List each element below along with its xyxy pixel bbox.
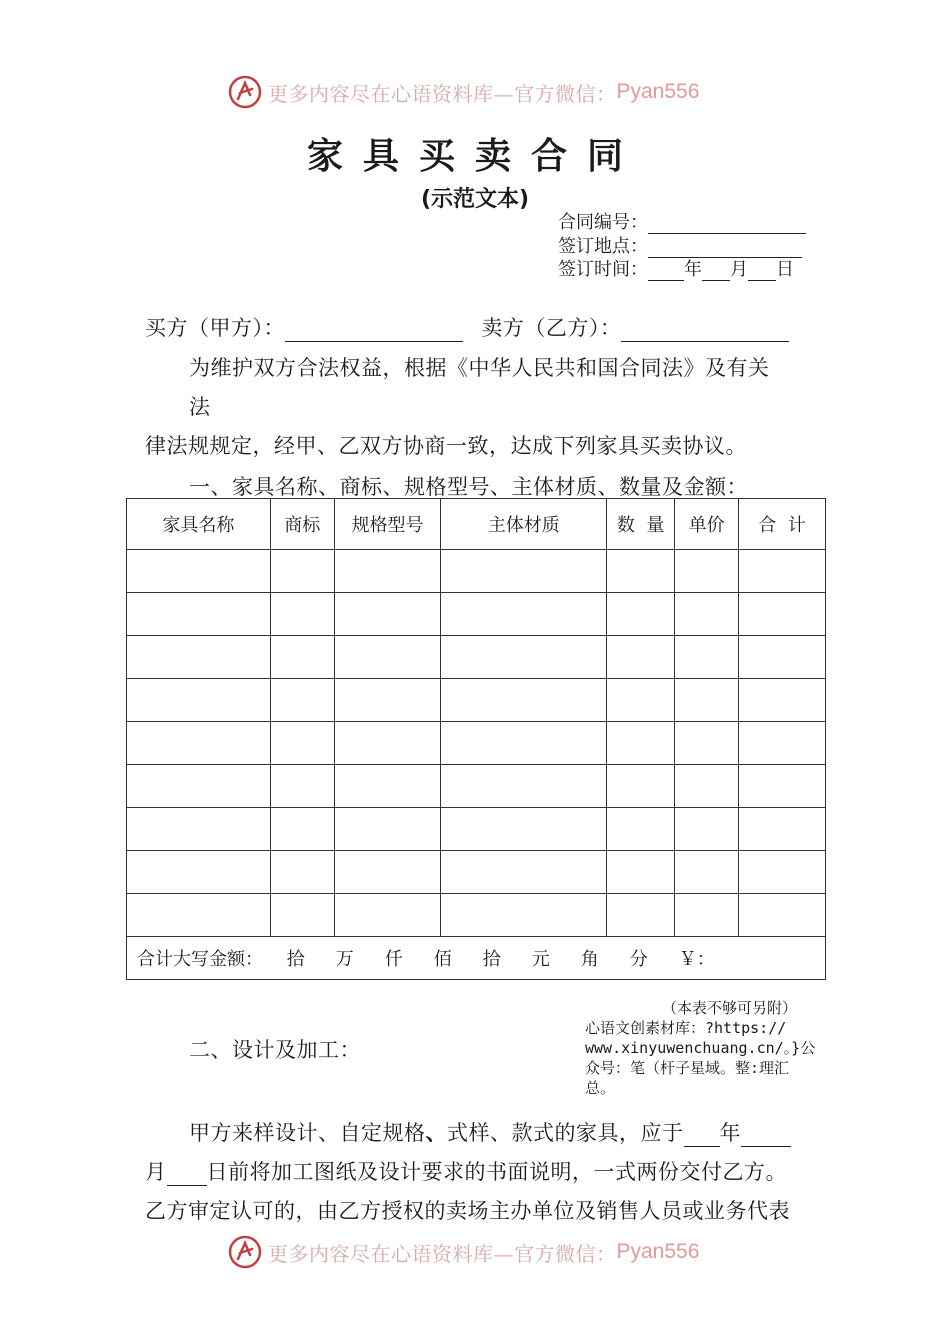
table-cell[interactable] xyxy=(675,894,739,937)
table-note: （本表不够可另附） xyxy=(662,999,798,1017)
table-cell[interactable] xyxy=(675,679,739,722)
para2-line-1 xyxy=(189,1117,791,1147)
month-label: 月 xyxy=(730,259,748,280)
contract-number-field xyxy=(558,208,806,234)
table-cell[interactable] xyxy=(441,894,607,937)
seller-blank[interactable] xyxy=(621,319,789,342)
sum-unit: 仟 xyxy=(384,949,403,970)
table-row xyxy=(127,894,826,937)
table-row xyxy=(127,550,826,593)
sum-unit: 佰 xyxy=(433,949,452,970)
table-cell[interactable] xyxy=(441,765,607,808)
watermark-note-line-4: 总。 xyxy=(585,1079,616,1097)
sum-cell[interactable] xyxy=(127,937,826,980)
table-cell[interactable] xyxy=(127,679,271,722)
table-row xyxy=(127,765,826,808)
year-label: 年 xyxy=(684,259,702,280)
table-cell[interactable] xyxy=(675,722,739,765)
banner-wechat: Pyan556 xyxy=(616,1240,700,1263)
table-cell[interactable] xyxy=(127,851,271,894)
para2-month-blank-a[interactable] xyxy=(741,1124,791,1147)
sum-unit: 元 xyxy=(531,949,550,970)
table-cell[interactable] xyxy=(334,593,441,636)
table-cell[interactable] xyxy=(739,636,826,679)
table-cell[interactable] xyxy=(334,894,441,937)
header-trademark: 商标 xyxy=(270,499,334,550)
sum-unit: 角 xyxy=(580,949,599,970)
table-cell[interactable] xyxy=(739,894,826,937)
header-material: 主体材质 xyxy=(441,499,607,550)
day-label: 日 xyxy=(776,259,794,280)
table-cell[interactable] xyxy=(607,550,675,593)
intro-line-1: 为维护双方合法权益，根据《中华人民共和国合同法》及有关 xyxy=(189,356,770,380)
para2-text-rest: 日前将加工图纸及设计要求的书面说明，一式两份交付乙方。 xyxy=(206,1160,787,1184)
signing-time-field xyxy=(558,255,794,281)
table-cell[interactable] xyxy=(441,636,607,679)
para2-day-blank[interactable] xyxy=(167,1163,207,1186)
table-cell[interactable] xyxy=(607,636,675,679)
brand-logo-icon xyxy=(228,1235,262,1269)
watermark-note-line-1: 心语文创素材库：?https:// xyxy=(585,1019,787,1037)
table-cell[interactable] xyxy=(739,808,826,851)
table-row xyxy=(127,636,826,679)
table-cell[interactable] xyxy=(127,722,271,765)
table-cell[interactable] xyxy=(607,593,675,636)
table-cell[interactable] xyxy=(441,808,607,851)
table-cell[interactable] xyxy=(607,894,675,937)
table-header-row xyxy=(127,499,826,550)
table-cell[interactable] xyxy=(127,808,271,851)
table-cell[interactable] xyxy=(607,851,675,894)
table-cell[interactable] xyxy=(334,808,441,851)
parties-line xyxy=(145,312,789,342)
banner-text: 更多内容尽在心语资料库—官方微信： xyxy=(268,81,617,106)
table-cell[interactable] xyxy=(739,679,826,722)
table-cell[interactable] xyxy=(675,765,739,808)
sum-unit: 拾 xyxy=(482,949,501,970)
signing-year-blank[interactable] xyxy=(648,262,684,281)
section-2-heading: 二、设计及加工： xyxy=(189,1038,361,1062)
para2-year-label: 年 xyxy=(719,1121,741,1145)
table-cell[interactable] xyxy=(675,550,739,593)
table-cell[interactable] xyxy=(127,550,271,593)
table-cell[interactable] xyxy=(127,636,271,679)
table-cell[interactable] xyxy=(334,851,441,894)
table-cell[interactable] xyxy=(607,722,675,765)
table-cell[interactable] xyxy=(675,851,739,894)
header-unit-price: 单价 xyxy=(675,499,739,550)
table-cell[interactable] xyxy=(270,808,334,851)
table-cell[interactable] xyxy=(270,851,334,894)
table-cell[interactable] xyxy=(127,765,271,808)
table-cell[interactable] xyxy=(441,593,607,636)
document-subtitle: (示范文本) xyxy=(420,187,530,212)
sum-unit: 分 xyxy=(629,949,648,970)
table-cell[interactable] xyxy=(270,593,334,636)
table-cell[interactable] xyxy=(270,765,334,808)
section-1-heading: 一、家具名称、商标、规格型号、主体材质、数量及金额： xyxy=(189,475,748,499)
sum-unit: 万 xyxy=(335,949,354,970)
table-cell[interactable] xyxy=(334,550,441,593)
table-cell[interactable] xyxy=(607,679,675,722)
table-row xyxy=(127,593,826,636)
table-cell[interactable] xyxy=(739,851,826,894)
buyer-blank[interactable] xyxy=(285,319,463,342)
table-cell[interactable] xyxy=(739,550,826,593)
header-total: 合 计 xyxy=(739,499,826,550)
para2-year-blank[interactable] xyxy=(684,1124,720,1147)
watermark-note-line-2: www.xinyuwenchuang.cn/。}公 xyxy=(585,1039,816,1057)
para2-line-2 xyxy=(145,1156,787,1186)
table-cell[interactable] xyxy=(675,593,739,636)
table-cell[interactable] xyxy=(334,679,441,722)
table-cell[interactable] xyxy=(270,636,334,679)
table-sum-row xyxy=(127,937,826,980)
signing-time-label: 签订时间： xyxy=(558,259,648,280)
seller-label: 卖方（乙方）： xyxy=(481,316,622,340)
table-cell[interactable] xyxy=(607,808,675,851)
table-cell[interactable] xyxy=(607,765,675,808)
document-title: 家具买卖合同 xyxy=(306,136,643,177)
top-banner xyxy=(228,72,699,112)
table-row xyxy=(127,851,826,894)
para2-text-c: 式样、款式的家具，应于 xyxy=(447,1121,684,1145)
sum-unit: ￥： xyxy=(678,949,715,970)
contract-number-label: 合同编号： xyxy=(558,212,648,233)
table-row xyxy=(127,679,826,722)
sum-label: 合计大写金额： xyxy=(137,949,263,970)
brand-logo-icon xyxy=(228,75,262,109)
table-row xyxy=(127,808,826,851)
table-cell[interactable] xyxy=(675,808,739,851)
banner-text: 更多内容尽在心语资料库—官方微信： xyxy=(268,1241,617,1266)
table-cell[interactable] xyxy=(441,722,607,765)
furniture-items-table xyxy=(126,498,826,980)
para2-text-b: 、 xyxy=(425,1120,447,1145)
buyer-label: 买方（甲方）： xyxy=(145,316,285,340)
table-cell[interactable] xyxy=(441,679,607,722)
para2-month-label: 月 xyxy=(145,1160,167,1184)
table-cell[interactable] xyxy=(334,722,441,765)
signing-place-label: 签订地点： xyxy=(558,236,648,257)
table-row xyxy=(127,722,826,765)
table-cell[interactable] xyxy=(334,636,441,679)
header-furniture-name: 家具名称 xyxy=(127,499,271,550)
sum-unit: 拾 xyxy=(286,949,305,970)
table-cell[interactable] xyxy=(270,894,334,937)
header-quantity: 数 量 xyxy=(607,499,675,550)
table-cell[interactable] xyxy=(441,550,607,593)
table-cell[interactable] xyxy=(270,550,334,593)
banner-wechat: Pyan556 xyxy=(616,80,700,103)
table-cell[interactable] xyxy=(127,593,271,636)
signing-day-blank[interactable] xyxy=(748,262,776,281)
table-cell[interactable] xyxy=(441,851,607,894)
table-cell[interactable] xyxy=(270,722,334,765)
sum-units xyxy=(269,949,715,970)
table-cell[interactable] xyxy=(739,593,826,636)
bottom-banner xyxy=(228,1232,699,1272)
table-cell[interactable] xyxy=(739,765,826,808)
intro-line-2: 法 xyxy=(189,395,211,419)
header-model: 规格型号 xyxy=(334,499,441,550)
table-cell[interactable] xyxy=(739,722,826,765)
table-cell[interactable] xyxy=(675,636,739,679)
watermark-note-line-3: 众号：笔（杆子星域。整:理汇 xyxy=(585,1059,790,1077)
table-cell[interactable] xyxy=(127,894,271,937)
table-cell[interactable] xyxy=(334,765,441,808)
signing-month-blank[interactable] xyxy=(702,262,730,281)
para2-text-a: 甲方来样设计、自定规格 xyxy=(189,1121,426,1145)
intro-line-3: 律法规规定，经甲、乙双方协商一致，达成下列家具买卖协议。 xyxy=(145,434,747,458)
para2-line-3: 乙方审定认可的，由乙方授权的卖场主办单位及销售人员或业务代表 xyxy=(145,1199,790,1223)
table-cell[interactable] xyxy=(270,679,334,722)
